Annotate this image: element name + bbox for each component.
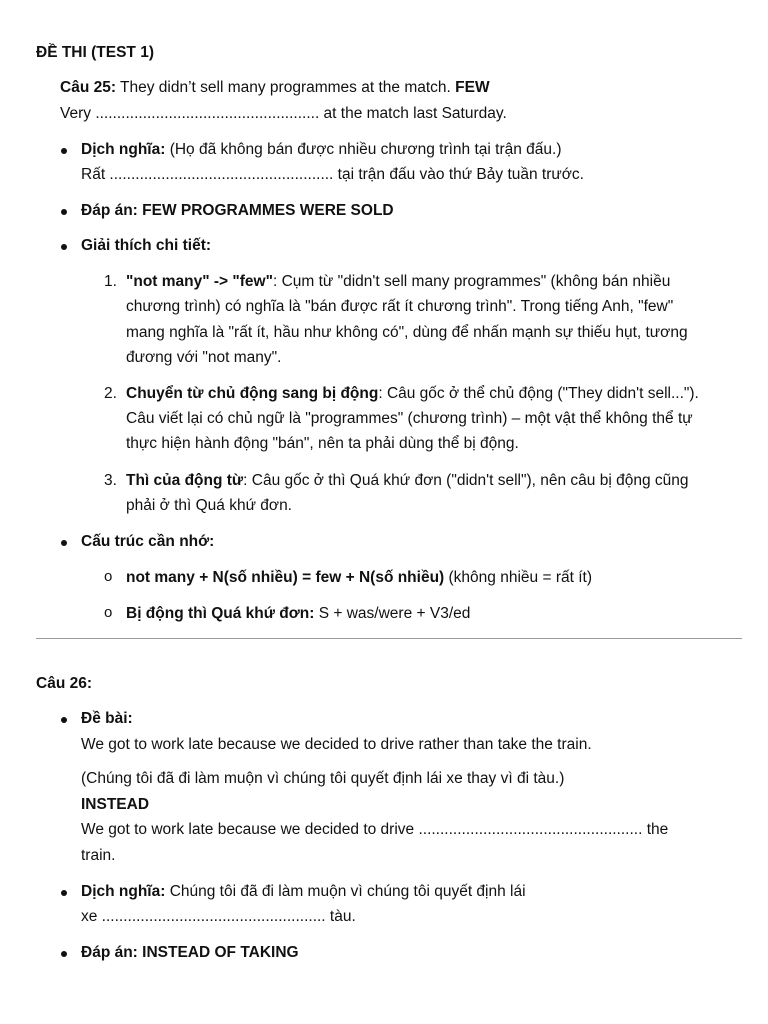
structure-item-1-rest: (không nhiều = rất ít) — [444, 569, 592, 586]
q25-prompt-line — [60, 80, 490, 96]
q25-structure-label: Cấu trúc cần nhớ: — [81, 533, 215, 550]
q26-keyword: INSTEAD — [81, 796, 150, 813]
section-divider — [36, 638, 742, 639]
q25-answer-label: Đáp án: — [81, 202, 138, 219]
q26-translation-line-2: xe .................................................... tàu. — [81, 908, 356, 925]
q25-label: Câu 25: — [60, 79, 116, 96]
q25-translation-label: Dịch nghĩa: — [81, 141, 166, 158]
q25-keyword: FEW — [455, 79, 490, 96]
q25-rewrite: Very .................................................... at the match last Saturday. — [60, 105, 507, 122]
q25-answer: FEW PROGRAMMES WERE SOLD — [142, 202, 394, 219]
explain-item-2-head: Chuyển từ chủ động sang bị động — [126, 385, 379, 402]
q25-prompt: They didn’t sell many programmes at the match. — [120, 79, 451, 96]
q25-translation-text: (Họ đã không bán được nhiều chương trình tại trận đấu.) — [169, 141, 562, 158]
bullet-dot — [61, 890, 67, 896]
structure-item-2-bold: Bị động thì Quá khứ đơn: — [126, 605, 315, 622]
sub-bullet-marker: o — [104, 604, 113, 621]
explain-item-1-line-3: mang nghĩa là "rất ít, hầu như không có", dùng để nhấn mạnh sự thiếu hụt, tương — [126, 324, 688, 341]
explain-item-1-text: : Cụm từ "didn't sell many programmes" (không bán nhiều — [272, 273, 671, 290]
q25-translation-line-1 — [81, 142, 562, 158]
explain-item-2-line-1 — [126, 386, 699, 402]
bullet-dot — [61, 244, 67, 250]
q26-task-line-2: (Chúng tôi đã đi làm muộn vì chúng tôi quyết định lái xe thay vì đi tàu.) — [81, 770, 565, 787]
explain-item-2-text: : Câu gốc ở thể chủ động ("They didn't sell..."). — [378, 385, 699, 402]
explain-item-2-line-2: Câu viết lại có chủ ngữ là "programmes" (chương trình) – một vật thể không thể tự — [126, 410, 693, 427]
explain-item-3-line-1 — [126, 473, 688, 489]
explain-item-1-head: "not many" -> "few" — [126, 273, 273, 290]
q25-answer-line — [81, 203, 394, 219]
q26-task-label: Đề bài: — [81, 710, 133, 727]
q26-answer: INSTEAD OF TAKING — [142, 944, 299, 961]
bullet-dot — [61, 951, 67, 957]
q25-explain-label: Giải thích chi tiết: — [81, 237, 212, 254]
structure-item-1 — [126, 570, 592, 586]
structure-item-1-bold: not many + N(số nhiều) = few + N(số nhiều) — [126, 569, 445, 586]
q26-translation-text: Chúng tôi đã đi làm muộn vì chúng tôi quyết định lái — [165, 883, 526, 900]
list-number: 1. — [104, 273, 117, 290]
q25-translation-line-2: Rất .................................................... tại trận đấu vào thứ Bảy tuần trước. — [81, 166, 584, 183]
bullet-dot — [61, 717, 67, 723]
explain-item-3-text: : Câu gốc ở thì Quá khứ đơn ("didn't sell"), nên câu bị động cũng — [243, 472, 689, 489]
doc-title: ĐỀ THI (TEST 1) — [36, 44, 154, 61]
q26-answer-line — [81, 945, 299, 961]
structure-item-2-rest: S + was/were + V3/ed — [314, 605, 471, 622]
explain-item-3-line-2: phải ở thì Quá khứ đơn. — [126, 497, 292, 514]
q26-answer-label: Đáp án: — [81, 944, 138, 961]
q26-task-line-1: We got to work late because we decided to drive rather than take the train. — [81, 736, 592, 753]
q26-task-line-4: train. — [81, 847, 116, 864]
q26-translation-label: Dịch nghĩa: — [81, 883, 166, 900]
explain-item-1-line-2: chương trình) có nghĩa là "bán được rất ít chương trình". Trong tiếng Anh, "few" — [126, 298, 674, 315]
bullet-dot — [61, 209, 67, 215]
explain-item-2-line-3: thực hiện hành động "bán", nên ta phải dùng thể bị động. — [126, 435, 519, 452]
explain-item-1-line-1 — [126, 274, 670, 290]
structure-item-2 — [126, 606, 470, 622]
q26-task-line-3: We got to work late because we decided to drive .................................................... the — [81, 821, 669, 838]
list-number: 2. — [104, 385, 117, 402]
q26-translation-line-1 — [81, 884, 526, 900]
explain-item-1-line-4: đương với "not many". — [126, 349, 282, 366]
bullet-dot — [61, 540, 67, 546]
explain-item-3-head: Thì của động từ — [126, 472, 244, 489]
bullet-dot — [61, 148, 67, 154]
sub-bullet-marker: o — [104, 568, 113, 585]
list-number: 3. — [104, 472, 117, 489]
q26-label: Câu 26: — [36, 675, 92, 692]
